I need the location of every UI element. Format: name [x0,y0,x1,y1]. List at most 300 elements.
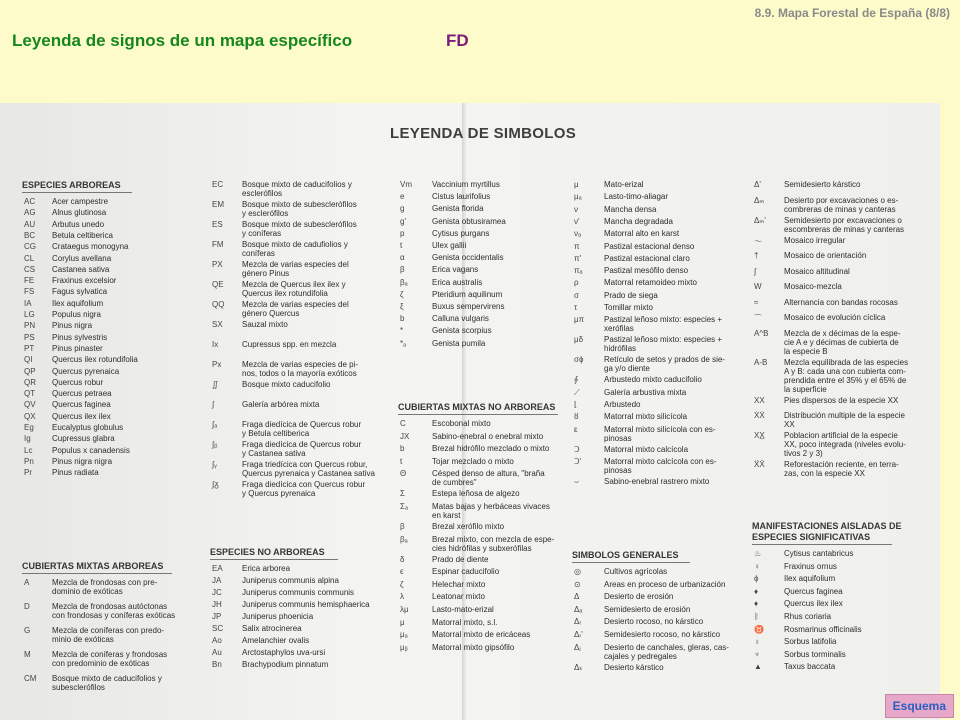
legend-symbol: ⟋ [574,387,580,397]
legend-label: Bosque mixto caducifolio [242,380,331,389]
legend-label: Rosmarinus officinalis [784,624,862,634]
legend-symbol: ♀ [754,561,760,571]
legend-symbol: μπ [574,315,585,325]
legend-label: Pinus pinaster [52,343,103,353]
title-row [12,31,469,51]
legend-label: Mosaico irregular [784,235,846,245]
legend-label: con predominio de exóticas [52,659,150,668]
legend-label: Cultivos agrícolas [604,567,668,576]
legend-symbol: t [400,241,403,250]
legend-label: Ulex gallii [432,241,467,250]
legend-label: Arbutus unedo [52,219,105,229]
legend-symbol: PT [24,343,35,353]
legend-label: Helechar mixto [432,579,486,589]
legend-symbol: ξ [400,302,404,311]
legend-symbol: LG [24,310,35,319]
legend-label: Prado de siega [604,290,658,300]
legend-symbol: ᛒ [754,612,759,621]
legend-label: Retículo de setos y prados de sie- [604,355,725,365]
legend-label: género Pinus [242,269,290,278]
legend-label: Cupressus glabra [52,434,115,444]
slide-code: FD [446,31,469,50]
legend-label: Pinus sylvestris [52,332,108,342]
legend-symbol: Σ [400,489,405,499]
legend-symbol: QQ [212,300,225,309]
legend-label: Poblacion artificial de la especie [784,431,898,440]
legend-label: Semidesierto rocoso, no kárstico [604,630,721,639]
legend-label: Matorral mixto gipsófilo [432,642,515,652]
legend-label: Lasto-timo-aliagar [604,192,669,202]
legend-label: Arctostaphylos uva-ursi [242,648,326,657]
legend-label: Brezal mixto, con mezcla de espe- [432,534,555,544]
legend-label: Galería arbustiva mixta [604,387,687,397]
legend-symbol: Pr [24,468,32,478]
legend-label: subesclerófilos [52,683,105,692]
legend-symbol: ζ [400,289,404,299]
slide-title: Leyenda de signos de un mapa específico [12,31,353,50]
legend-symbol: ∮ [574,375,579,385]
legend-label: Fraga diedícica de Quercus robur [242,420,362,429]
legend-label: Fraga diedícica de Quercus robur [242,440,362,449]
legend-label: Ilex aquifolium [784,574,836,584]
section-heading: SIMBOLOS GENERALES [572,550,679,560]
legend-label: tivos 2 y 3) [784,449,823,458]
legend-label: Pinus radiata [52,468,99,478]
legend-symbol: Pn [24,456,34,466]
esquema-button[interactable]: Esquema [885,694,954,718]
legend-symbol: Au [212,648,222,657]
legend-label: combreras de minas y canteras [784,204,896,214]
legend-label: Quercus pyrenaica [52,366,120,376]
legend-label: hidrófilas [604,344,637,354]
legend-label: Pinus nigra [52,321,93,331]
legend-label: Desierto de canchales, gleras, cas- [604,642,729,652]
legend-label: Mancha densa [604,204,657,214]
legend-symbol: ES [212,220,223,229]
legend-label: Juniperus communis hemisphaerica [242,600,370,609]
legend-label: Genista pumila [432,338,486,348]
legend-symbol: β [400,265,405,275]
legend-label: Erica arborea [242,564,291,573]
legend-symbol: PX [212,260,223,269]
legend-label: esclerófilos [242,189,283,198]
section-heading: ESPECIES SIGNIFICATIVAS [752,532,871,542]
legend-symbol: SC [212,624,224,633]
legend-label: Genista florida [432,204,484,214]
legend-label: Semidesierto de erosión [604,604,691,614]
legend-label: Bosque mixto de subesclerófilos [242,220,357,229]
legend-label: Pastizal mesófilo denso [604,266,689,276]
legend-symbol: Δ [574,592,580,602]
legend-label: escombreras de minas y canteras [784,224,905,234]
legend-label: Arbustedo mixto caducifolio [604,375,702,385]
legend-symbol: D [24,602,30,611]
legend-symbol: C [400,419,406,428]
legend-label: Matorral mixto, s.l. [432,617,498,627]
section-rule [210,559,338,560]
legend-symbol: CG [24,242,36,252]
legend-symbol: ♉ [754,624,764,634]
legend-label: Mosaico de orientación [784,251,867,260]
legend-symbol: Vm [400,180,412,189]
legend-label: Brezal xerófilo mixto [432,522,505,531]
legend-label: género Quercus [242,309,300,318]
legend-label: Areas en proceso de urbanización [604,579,726,589]
legend-symbol: g [400,204,405,214]
legend-label: Quercus petraea [52,389,112,399]
legend-symbol: g' [400,216,406,226]
legend-label: Taxus baccata [784,662,836,672]
legend-label: XX [784,420,795,429]
legend-label: Sabino-enebral rastrero mixto [604,476,710,486]
legend-label: Mezcla de coníferas con predo- [52,626,165,635]
legend-label: Acer campestre [52,197,109,206]
legend-label: Buxus sempervirens [432,302,505,311]
legend-label: Populus x canadensis [52,445,130,455]
legend-label: Juniperus communis communis [242,588,355,597]
legend-symbol: Δₘ [754,195,765,205]
legend-symbol: Θ [400,469,407,479]
legend-symbol: JC [212,588,222,597]
legend-symbol: μₐ [574,192,582,202]
legend-symbol: A^B [754,328,769,338]
legend-symbol: A [24,578,30,587]
legend-label: Espinar caducifolio [432,567,500,577]
legend-label: Semidesierto por excavaciones o [784,215,902,225]
legend-symbol: βₐ [400,277,408,287]
legend-symbol: BC [24,230,36,240]
legend-symbol: W [754,282,762,291]
legend-symbol: ∫ᵧ [212,460,217,469]
legend-symbol: ϕ [754,574,759,584]
legend-symbol: AC [24,197,36,206]
legend-symbol: Ↄ' [574,456,582,466]
legend-label: Mezcla de frondosas autóctonas [52,602,168,611]
legend-label: Brezal hidrófilo mezclado o mixto [432,444,550,454]
section-rule [22,192,132,193]
section-heading: CUBIERTAS MIXTAS NO ARBOREAS [398,402,556,412]
legend-label: y esclerófilos [242,209,289,218]
section-heading: ESPECIES NO ARBOREAS [210,547,325,557]
legend-symbol: ẌẌ [754,460,765,469]
legend-symbol: b [400,314,405,324]
legend-symbol: SX [212,320,223,329]
legend-label: Betula celtiberica [52,230,113,240]
legend-label: Castanea sativa [52,264,110,274]
legend-symbol: Px [212,360,222,369]
legend-label: Matas bajas y herbáceas vivaces [432,502,550,511]
legend-label: Juniperus communis alpina [242,576,339,585]
legend-symbol: JP [212,612,222,621]
legend-symbol: Lc [24,445,33,455]
legend-label: Ilex aquifolium [52,298,104,308]
legend-symbol: p [400,228,405,238]
legend-label: Quercus ilex rotundifolia [52,355,138,365]
legend-label: con frondosas y coníferas exóticas [52,611,176,620]
legend-symbol: ν' [574,216,580,226]
legend-symbol: Ix [212,340,219,349]
legend-symbol: δ [400,554,405,564]
legend-label: Bosque mixto de caducifolios y [242,180,352,189]
legend-symbol: Eg [24,423,34,432]
legend-symbol: PN [24,321,36,331]
legend-label: Corylus avellana [52,253,112,263]
legend-label: Pastizal estacional claro [604,253,690,263]
legend-symbol: ρ [574,278,579,288]
legend-symbol: Ig [24,434,31,444]
legend-symbol: νₐ [574,229,581,239]
legend-label: Mezcla de frondosas con pre- [52,578,158,587]
legend-label: en karst [432,511,461,520]
legend-label: Leatonar mixto [432,592,485,602]
legend-label: minio de exóticas [52,635,114,644]
legend-label: Juniperus phoenicia [242,612,314,621]
section-rule [22,573,172,574]
legend-label: Estepa leñosa de algezo [432,489,520,499]
legend-label: Fraga diedícica con Quercus robur [242,480,366,489]
legend-symbol: QE [212,280,224,289]
legend-label: Calluna vulgaris [432,314,489,324]
legend-label: Desierto por excavaciones o es- [784,195,899,205]
legend-label: Erica vagans [432,265,479,275]
legend-label: Pies dispersos de la especie XX [784,395,899,405]
legend-symbol: QT [24,389,36,399]
legend-symbol: PS [24,332,35,342]
legend-symbol: Δₖ [574,662,583,672]
legend-symbol: μ [574,180,579,189]
legend-symbol: ◎ [574,567,581,576]
legend-label: Mato-erizal [604,180,644,189]
legend-symbol: ♨ [754,549,762,558]
legend-symbol: ♆ [754,649,760,659]
legend-label: Quercus faginea [784,586,843,596]
legend-label: Mosaico altitudinal [784,266,850,276]
legend-label: Crataegus monogyna [52,242,129,252]
legend-label: Mezcla de Quercus ilex ilex y [242,280,346,289]
legend-symbol: QP [24,366,36,376]
legend-symbol: * [400,326,404,336]
legend-label: Cistus laurifolius [432,192,491,202]
legend-symbol: λμ [400,605,409,614]
legend-label: Desierto de erosión [604,592,674,602]
legend-symbol: JH [212,600,222,609]
legend-symbol: EA [212,564,223,573]
legend-symbol: EM [212,200,224,209]
legend-symbol: Δₘ' [754,215,766,225]
legend-label: Eucalyptus globulus [52,423,124,432]
legend-symbol: CS [24,264,36,274]
legend-label: Césped denso de altura, "braña [432,469,545,479]
legend-label: Quercus faginea [52,400,111,410]
legend-symbol: *ₐ [400,338,407,348]
legend-symbol: ⌒ [754,314,762,323]
legend-label: la superficie [784,384,827,394]
legend-label: Tomillar mixto [604,303,653,312]
section-heading: MANIFESTACIONES AISLADAS DE [752,521,902,531]
legend-symbol: λ [400,592,404,602]
legend-symbol: Δᵣ' [574,630,583,639]
legend-label: Vaccinium myrtillus [432,180,500,189]
legend-label: Mosaico de evolución cíclica [784,313,886,322]
legend-symbol: EC [212,180,224,189]
legend-symbol: CM [24,674,37,683]
legend-symbol: Δⱼ [574,642,581,652]
legend-symbol: α [400,253,405,263]
legend-label: cie A e y décimas de cubierta de [784,337,899,347]
legend-label: Pteridium aquilinum [432,289,503,299]
legend-label: Matorral mixto calcícola [604,444,689,454]
scanned-legend-image [0,103,940,720]
legend-label: Fagus sylvatica [52,287,108,297]
legend-label: Mezcla de coníferas y frondosas [52,650,168,659]
legend-symbol: π [574,241,580,251]
legend-label: Amelanchier ovalis [242,636,310,645]
legend-label: Fraxinus ornus [784,561,837,571]
legend-label: Tojar mezclado o mixto [432,456,514,466]
legend-label: Lasto-mato-erizal [432,605,494,614]
legend-label: zas, con la especie XX [784,469,865,478]
legend-symbol: b [400,444,405,454]
legend-label: Genista occidentalis [432,253,504,263]
legend-label: Brachypodium pinnatum [242,660,329,669]
legend-symbol: Σₐ [400,502,408,511]
legend-label: Alternancia con bandas rocosas [784,297,898,307]
legend-symbol: ϵ [400,567,404,577]
legend-label: ga y/o diente [604,364,650,374]
slide-reference: 8.9. Mapa Forestal de España (8/8) [754,6,950,20]
legend-label: Sauzal mixto [242,320,288,329]
legend-symbol: CL [24,253,35,263]
legend-symbol: AG [24,208,36,218]
legend-label: y Betula celtiberica [242,429,310,438]
legend-symbol: β [400,522,405,531]
legend-label: Pastizal leñoso mixto: especies + [604,335,723,345]
legend-label: Matorral mixto de ericáceas [432,630,531,640]
legend-symbol: ȣ [574,412,579,422]
legend-label: Pastizal estacional denso [604,241,695,251]
legend-label: Matorral alto en karst [604,229,680,239]
section-heading: CUBIERTAS MIXTAS ARBOREAS [22,561,164,571]
legend-label: Cytisus cantabricus [784,549,854,558]
legend-symbol: Ao [212,636,222,645]
legend-symbol: ∫ [754,266,757,276]
legend-label: Matorral mixto calcícola con es- [604,456,717,466]
legend-symbol: π' [574,253,582,263]
legend-label: A y B: cada una con cubierta com- [784,366,906,376]
legend-symbol: μ [400,617,405,627]
legend-label: Cytisus purgans [432,228,490,238]
legend-label: Matorral retamoideo mixto [604,278,697,288]
section-rule [752,544,892,545]
legend-label: Fraxinus excelsior [52,276,117,286]
legend-label: prendida entre el 35% y el 65% de [784,375,907,385]
legend-symbol: ♁ [754,637,760,647]
legend-label: Matorral mixto silicícola [604,412,688,422]
legend-symbol: ≈ [754,297,759,307]
legend-symbol: QX [24,411,36,421]
legend-label: XX, poco integrada (niveles evolu- [784,440,906,449]
legend-label: Semidesierto kárstico [784,180,861,189]
legend-symbol: A-B [754,357,768,367]
legend-label: Genista scorpius [432,326,492,336]
legend-label: cajales y pedregales [604,651,677,661]
legend-label: Bosque mixto de subesclerófilos [242,200,357,209]
legend-label: la especie B [784,346,828,356]
legend-label: Galería arbórea mixta [242,400,320,409]
section-heading: ESPECIES ARBOREAS [22,180,121,190]
legend-symbol: AU [24,219,36,229]
legend-label: y Quercus pyrenaica [242,489,316,498]
legend-symbol: XX [754,395,765,405]
legend-label: cies hidrófilas y subxerófilas [432,543,532,553]
legend-label: Mezcla de varias especies de pi- [242,360,359,369]
legend-symbol: † [754,251,759,260]
legend-label: xerófilas [604,324,634,334]
legend-symbol: σ [574,290,579,300]
legend-label: Sorbus latifolia [784,637,837,647]
legend-symbol: ζ [400,579,404,589]
legend-label: Sorbus torminalis [784,649,846,659]
legend-symbol: ⌣ [574,476,580,486]
legend-symbol: ∬ [212,380,219,389]
legend-label: pinosas [604,465,632,475]
legend-label: Mosaico-mezcla [784,282,842,291]
legend-label: de cumbres" [432,478,477,488]
legend-symbol: M [24,650,31,659]
legend-symbol: Bn [212,660,222,669]
legend-symbol: FE [24,276,35,286]
legend-label: Bosque mixto de cadufiolios y [242,240,348,249]
legend-symbol: σϕ [574,355,584,365]
legend-label: Mezcla de varias especies del [242,260,349,269]
legend-label: Reforestación reciente, en terra- [784,460,899,469]
legend-symbol: Δ' [754,180,761,189]
legend-symbol: JX [400,431,410,441]
legend-label: Sabino-enebral o enebral mixto [432,431,544,441]
legend-label: Rhus coriaria [784,612,832,621]
legend-label: Populus nigra [52,310,101,319]
section-rule [398,414,558,415]
legend-symbol: QV [24,400,36,410]
legend-symbol: Ↄ [574,444,580,454]
legend-symbol: μδ [574,335,584,345]
legend-symbol: ẊẊ [754,411,765,420]
legend-label: Bosque mixto de caducifolios y [52,674,162,683]
legend-label: dominio de exóticas [52,587,123,596]
legend-label: coníferas [242,249,275,258]
legend-label: y coníferas [242,229,282,238]
legend-symbol: ε [574,424,578,434]
legend-label: Fraga triedícica con Quercus robur, [242,460,368,469]
legend-symbol: ♦ [754,599,759,609]
legend-label: Quercus ilex ilex [52,411,111,421]
legend-label: Alnus glutinosa [52,208,107,218]
legend-symbol: ∫ᵦ [212,440,218,449]
legend-label: Pinus nigra nigra [52,456,113,466]
legend-symbol: Δᵣ [574,617,582,627]
legend-label: Quercus robur [52,377,104,387]
legend-symbol: QR [24,377,36,387]
section-rule [572,562,690,563]
legend-symbol: ⌊ [574,399,578,409]
legend-label: Mezcla equilibrada de las especies [784,357,909,367]
legend-symbol: XX̲ [754,431,765,440]
legend-symbol: ∫ [212,400,215,409]
legend-label: y Castanea sativa [242,449,306,458]
legend-symbol: ∫ᵹ [212,480,219,489]
legend-symbol: βₐ [400,534,408,544]
legend-label: Pastizal leñoso mixto: especies + [604,315,723,325]
